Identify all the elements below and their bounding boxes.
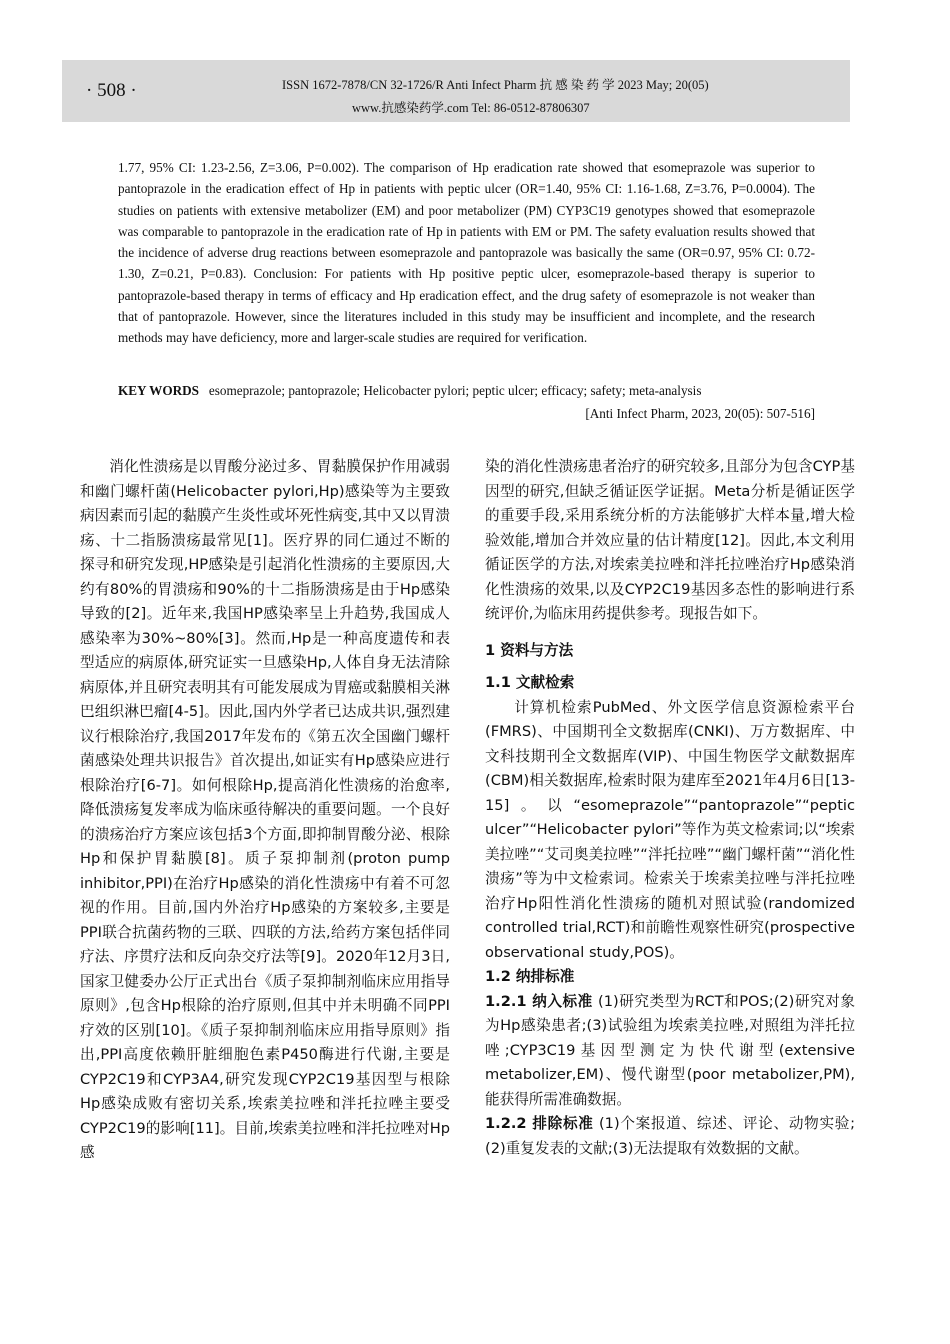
abstract-text: 1.77, 95% CI: 1.23-2.56, Z=3.06, P=0.002). The comparison of Hp eradication rate showed that esomeprazole was superior to pantoprazole in the eradication effect of Hp in patients with peptic ulcer (OR=1.40, 95% CI: 1.16-1.68, Z=3.76, P=0.0004). The studies on patients with extensive metabolizer (EM) and poor metabolizer (PM) CYP3C19 genotypes showed that esomeprazole was comparable to pantoprazole in the eradication rate of Hp in patients with EM or PM. The safety evaluation results showed that the incidence of adverse drug reactions between esomeprazole and pantoprazole was basically the same (OR=0.97, 95% CI: 0.72-1.30, Z=0.21, P=0.83). Conclusion: For patients with Hp positive peptic ulcer, esomeprazole-based therapy is superior to pantoprazole-based therapy in terms of efficacy and Hp eradication effect, and the drug safety of esomeprazole is not weaker than that of pantoprazole. However, since the literatures included in this study may be insufficient and incomplete, and the research methods may have deficiency, more and larger-scale studies are required for verification. xyxy=(118,160,815,346)
page-header xyxy=(62,60,850,122)
inclusion-criteria xyxy=(485,990,855,1113)
section-heading-1: 1 资料与方法 xyxy=(485,641,574,659)
intro-paragraph-cont: 染的消化性溃疡患者治疗的研究较多,且部分为包含CYP基因型的研究,但缺乏循证医学证据。Meta分析是循证医学的重要手段,采用系统分析的方法能够扩大样本量,增大检验效能,增加合并效应量的估计精度[12]。因此,本文利用循证医学的方法,对埃索美拉唑和泮托拉唑治疗Hp感染消化性溃疡的效果,以及CYP2C19基因多态性的影响进行系统评价,为临床用药提供参考。现报告如下。 xyxy=(485,458,855,622)
exclusion-criteria xyxy=(485,1112,855,1161)
citation: [Anti Infect Pharm, 2023, 20(05): 507-516] xyxy=(585,406,815,421)
right-column xyxy=(485,455,855,1161)
left-column xyxy=(80,455,450,1166)
keywords xyxy=(118,383,815,399)
inclusion-label: 1.2.1 纳入标准 xyxy=(485,992,593,1010)
page-number: · 508 · xyxy=(86,80,137,101)
subsection-heading-1-1: 1.1 文献检索 xyxy=(485,674,575,691)
exclusion-text: (1)个案报道、综述、评论、动物实验;(2)重复发表的文献;(3)无法提取有效数据的文献。 xyxy=(485,1115,855,1157)
inclusion-text: (1)研究类型为RCT和POS;(2)研究对象为Hp感染患者;(3)试验组为埃索美拉唑,对照组为泮托拉唑;CYP3C19基因型测定为快代谢型(extensive metabolizer,EM)、慢代谢型(poor metabolizer,PM),能获得所需准确数据。 xyxy=(485,992,855,1108)
contact-line: www.抗感染药学.com Tel: 86-0512-87806307 xyxy=(352,101,590,115)
journal-line: ISSN 1672-7878/CN 32-1726/R Anti Infect Pharm 抗 感 染 药 学 2023 May; 20(05) xyxy=(282,78,709,92)
keywords-text: esomeprazole; pantoprazole; Helicobacter pylori; peptic ulcer; efficacy; safety; meta-analysis xyxy=(208,383,702,398)
keywords-label: KEY WORDS xyxy=(118,383,199,398)
abstract xyxy=(118,157,815,349)
search-paragraph: 计算机检索PubMed、外文医学信息资源检索平台(FMRS)、中国期刊全文数据库(CNKI)、万方数据库、中文科技期刊全文数据库(VIP)、中国生物医学文献数据库(CBM)相关数据库,检索时限为建库至2021年4月6日[13-15]。以“esomeprazole”“pantoprazole”“peptic ulcer”“Helicobacter pylori”等作为英文检索词;以“埃索美拉唑”“艾司奥美拉唑”“泮托拉唑”“幽门螺杆菌”“消化性溃疡”等为中文检索词。检索关于埃索美拉唑与泮托拉唑治疗Hp阳性消化性溃疡的随机对照试验(randomized controlled trial,RCT)和前瞻性观察性研究(prospective observational study,POS)。 xyxy=(485,698,855,961)
exclusion-label: 1.2.2 排除标准 xyxy=(485,1115,594,1132)
intro-paragraph: 消化性溃疡是以胃酸分泌过多、胃黏膜保护作用减弱和幽门螺杆菌(Helicobacter pylori,Hp)感染等为主要致病因素而引起的黏膜产生炎性或坏死性病变,其中又以胃溃疡、十二指肠溃疡最常见[1]。医疗界的同仁通过不断的探寻和研究发现,HP感染是引起消化性溃疡的主要原因,大约有80%的胃溃疡和90%的十二指肠溃疡是由于Hp感染导致的[2]。近年来,我国HP感染率呈上升趋势,我国成人感染率为30%~80%[3]。然而,Hp是一种高度遗传和表型适应的病原体,研究证实一旦感染Hp,人体自身无法清除病原体,并且研究表明其有可能发展成为胃癌或黏膜相关淋巴组织淋巴瘤[4-5]。因此,国内外学者已达成共识,强烈建议行根除治疗,我国2017年发布的《第五次全国幽门螺杆菌感染处理共识报告》首次提出,如证实有Hp感染应进行根除治疗[6-7]。如何根除Hp,提高消化性溃疡的治愈率,降低溃疡复发率成为临床亟待解决的重要问题。一个良好的溃疡治疗方案应该包括3个方面,即抑制胃酸分泌、根除Hp和保护胃黏膜[8]。质子泵抑制剂(proton pump inhibitor,PPI)在治疗Hp感染的消化性溃疡中有着不可忽视的作用。目前,国内外治疗Hp感染的方案较多,主要是PPI联合抗菌药物的三联、四联的方法,给药方案包括伴同疗法、序贯疗法和反向杂交疗法等[9]。2020年12月3日,国家卫健委办公厅正式出台《质子泵抑制剂临床应用指导原则》,包含Hp根除的治疗原则,但其中并未明确不同PPI疗效的区别[10]。《质子泵抑制剂临床应用指导原则》指出,PPI高度依赖肝脏细胞色素P450酶进行代谢,主要是CYP2C19和CYP3A4,研究发现CYP2C19基因型与根除Hp感染成败有密切关系,埃索美拉唑和泮托拉唑主要受CYP2C19的影响[11]。目前,埃索美拉唑和泮托拉唑对Hp感 xyxy=(80,458,450,1161)
subsection-heading-1-2: 1.2 纳排标准 xyxy=(485,968,575,985)
